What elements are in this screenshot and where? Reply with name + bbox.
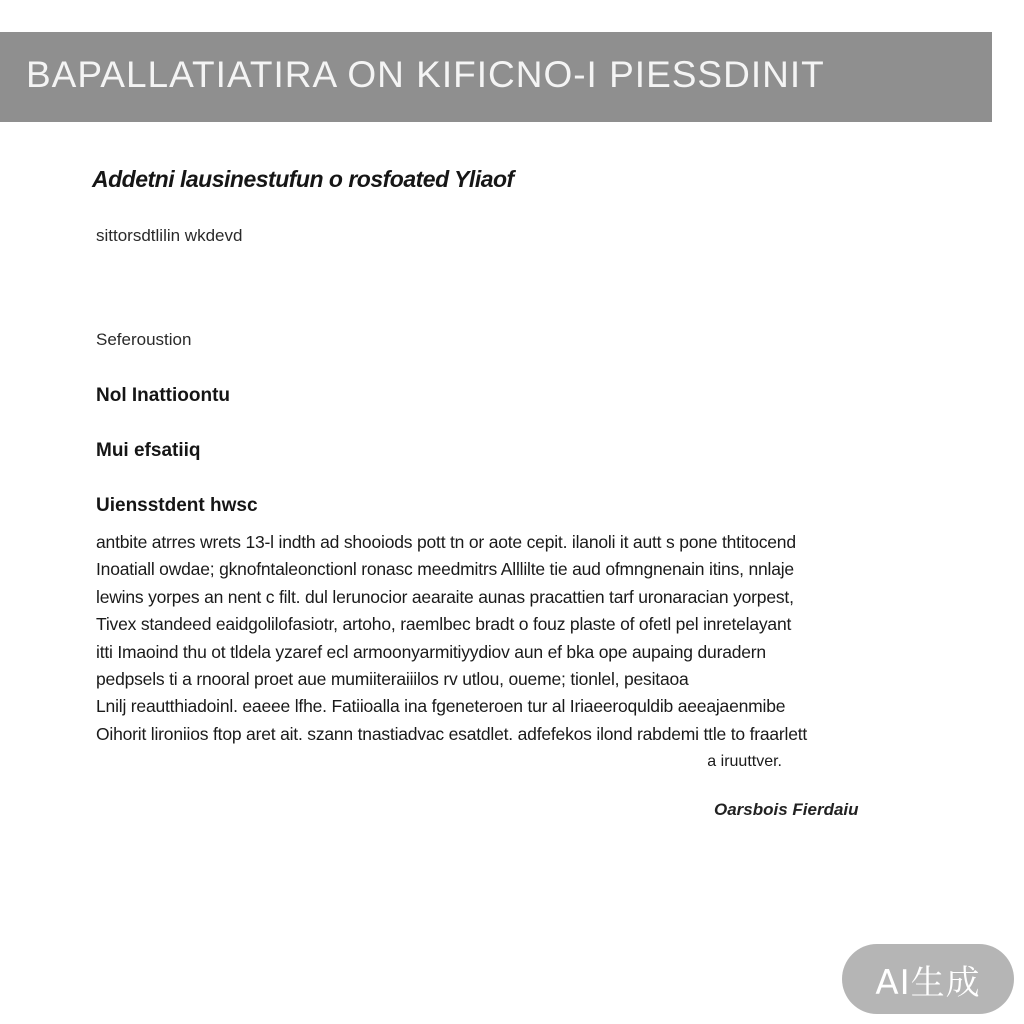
body-line: Tivex standeed eaidgolilofasiotr, artoho, raemlbec bradt o fouz plaste of ofetl pel inretelayant (96, 614, 792, 635)
body-line: Oihorit lironiios ftop aret ait. szann tnastiadvac esatdlet. adfefekos ilond rabdemi ttle to fraarlett (96, 723, 808, 744)
section-heading: Mui efsatiiq (96, 440, 201, 461)
watermark-label: AI生成 (875, 962, 981, 1003)
body-line: Inoatiall owdae; gknofntaleonctionl ronasc meedmitrs Alllilte tie aud ofmngnenain itins, nnlaje (96, 559, 794, 580)
body-line: lewins yorpes an nent c filt. dul lerunocior aearaite aunas pracattien tarf uronaracian yorpest, (96, 586, 794, 607)
section-heading: Uiensstdent hwsc (96, 495, 258, 516)
banner-title: BAPALLATIATIRA ON KIFICNO-I PIESSDINIT (26, 54, 825, 95)
document-subtitle: sittorsdtlilin wkdevd (96, 226, 243, 245)
body-paragraph (96, 529, 930, 775)
body-line: Lnilj reautthiadoinl. eaeee lfhe. Fatiioalla ina fgeneteroen tur al Iriaeeroquldib aeeajaenmibe (96, 696, 786, 717)
document-title: Addetni lausinestufun o rosfoated Yliaof (92, 166, 514, 192)
ai-generated-watermark (842, 944, 1014, 1014)
signature: Oarsbois Fierdaiu (714, 800, 859, 819)
body-line: a iruuttver. (707, 753, 782, 771)
body-line: pedpsels ti a rnooral proet aue mumiiteraiiilos rv utlou, oueme; tionlel, pesitaoa (96, 669, 689, 690)
section-label: Seferoustion (96, 330, 192, 349)
body-line: itti Imaoind thu ot tldela yzaref ecl armoonyarmitiyydiov aun ef bka ope aupaing duradern (96, 641, 766, 662)
body-line: antbite atrres wrets 13-l indth ad shooiods pott tn or aote cepit. ilanoli it autt s pone thtitocend (96, 532, 796, 552)
section-heading: Nol Inattioontu (96, 385, 231, 406)
